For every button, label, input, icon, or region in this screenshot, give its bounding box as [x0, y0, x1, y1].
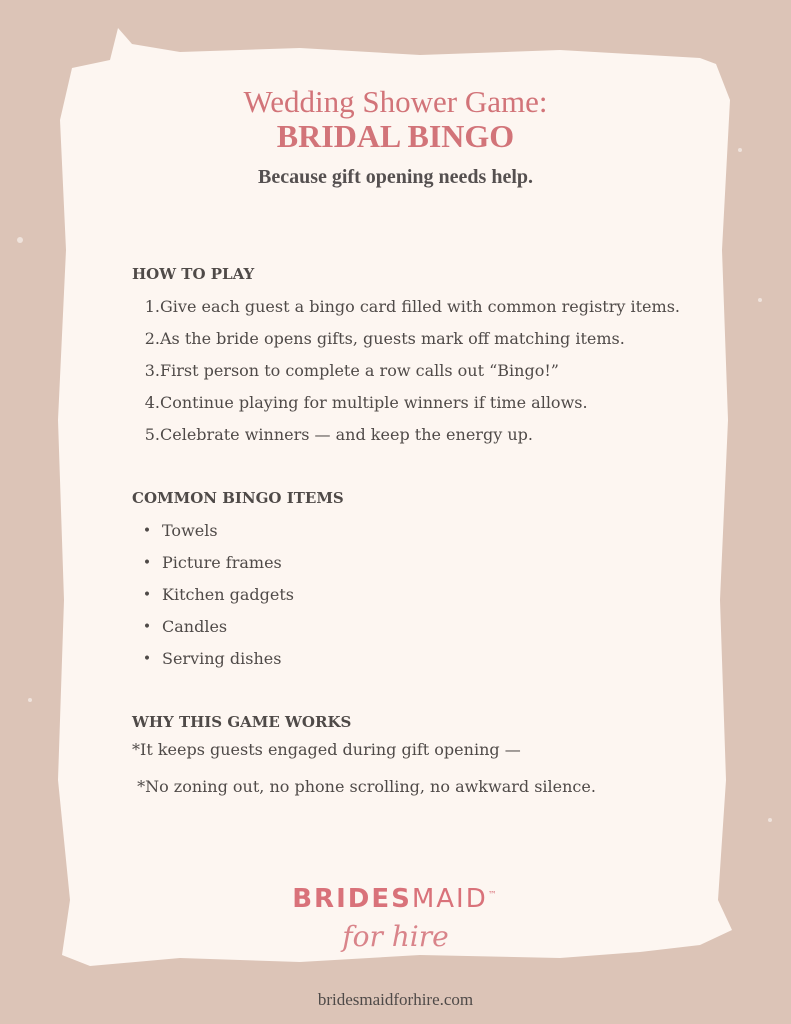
- bullet-icon: •: [142, 619, 152, 635]
- list-item: [132, 360, 559, 392]
- logo-light: MAID: [411, 884, 488, 914]
- step-text: Give each guest a bingo card filled with common registry items.: [160, 297, 680, 316]
- bullet-icon: •: [142, 555, 152, 571]
- step-number: 2.: [144, 329, 160, 348]
- list-item: [132, 584, 294, 616]
- why-heading: WHY THIS GAME WORKS: [132, 713, 352, 731]
- why-line: *It keeps guests engaged during gift opening —: [132, 740, 521, 759]
- list-item: [132, 648, 281, 680]
- list-item: [132, 520, 218, 552]
- step-text: Continue playing for multiple winners if time allows.: [160, 393, 588, 412]
- step-text: Celebrate winners — and keep the energy up.: [160, 425, 533, 444]
- item-text: Towels: [162, 521, 218, 540]
- title-line-2: BRIDAL BINGO: [276, 118, 515, 154]
- list-item: [132, 296, 680, 328]
- item-text: Kitchen gadgets: [162, 585, 294, 604]
- step-number: 1.: [144, 297, 160, 316]
- list-item: [132, 552, 282, 584]
- bingo-items-heading: COMMON BINGO ITEMS: [132, 489, 344, 507]
- website-url[interactable]: bridesmaidforhire.com: [317, 990, 474, 1009]
- list-item: [132, 424, 533, 456]
- logo-tm: ™: [487, 890, 499, 901]
- bullet-icon: •: [142, 587, 152, 603]
- list-item: [132, 392, 588, 424]
- title-line-1: Wedding Shower Game:: [243, 84, 548, 119]
- logo-bold: BRIDES: [292, 884, 412, 914]
- bullet-icon: •: [142, 651, 152, 667]
- item-text: Picture frames: [162, 553, 282, 572]
- bullet-icon: •: [142, 523, 152, 539]
- brand-logo: [0, 884, 791, 914]
- item-text: Serving dishes: [162, 649, 282, 668]
- step-text: First person to complete a row calls out “Bingo!”: [160, 361, 559, 380]
- item-text: Candles: [162, 617, 228, 636]
- logo-script: for hire: [342, 920, 449, 953]
- how-to-play-heading: HOW TO PLAY: [132, 265, 255, 283]
- step-text: As the bride opens gifts, guests mark off matching items.: [160, 329, 625, 348]
- list-item: [132, 616, 227, 648]
- why-line: *No zoning out, no phone scrolling, no awkward silence.: [132, 777, 596, 796]
- step-number: 5.: [144, 425, 160, 444]
- step-number: 3.: [144, 361, 160, 380]
- step-number: 4.: [144, 393, 160, 412]
- list-item: [132, 328, 625, 360]
- subtitle: Because gift opening needs help.: [257, 166, 534, 188]
